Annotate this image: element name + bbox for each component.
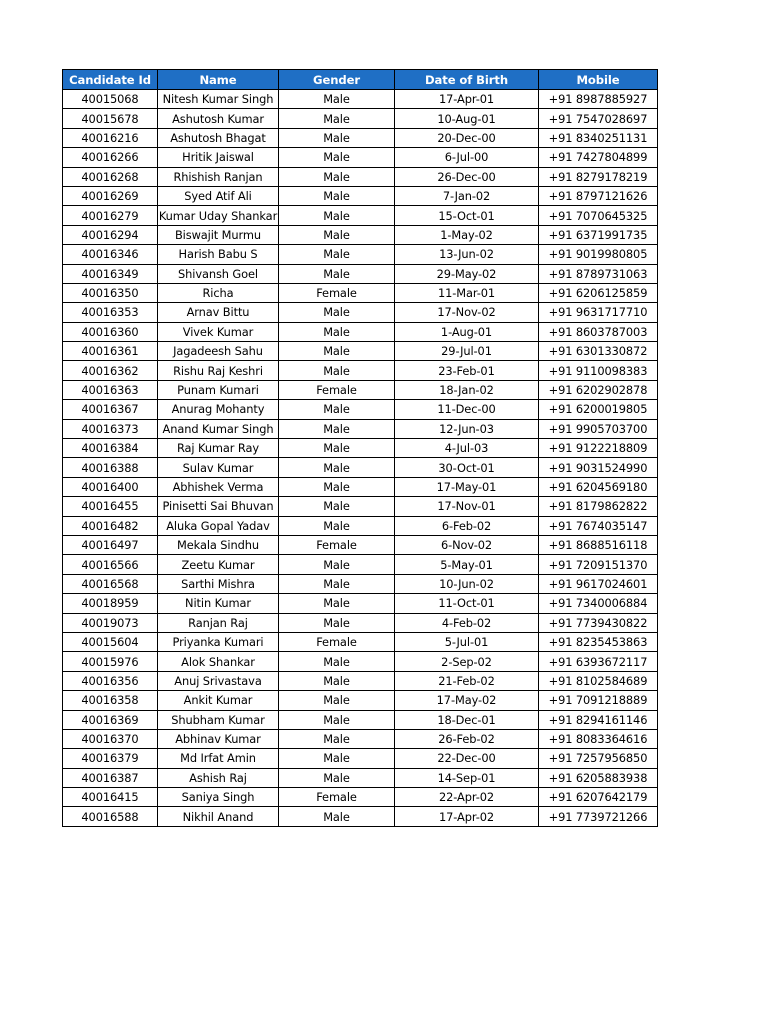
table-row (63, 283, 658, 302)
date-of-birth-cell: 22-Apr-02 (395, 788, 539, 807)
name-cell: Zeetu Kumar (158, 555, 279, 574)
mobile-cell: +91 8294161146 (539, 710, 658, 729)
date-of-birth-cell: 18-Dec-01 (395, 710, 539, 729)
table-row (63, 400, 658, 419)
name-cell: Rhishish Ranjan (158, 167, 279, 186)
mobile-cell: +91 9617024601 (539, 574, 658, 593)
date-of-birth-cell: 7-Jan-02 (395, 186, 539, 205)
candidate-sheet (62, 69, 658, 827)
gender-cell: Male (279, 342, 395, 361)
date-of-birth-cell: 18-Jan-02 (395, 380, 539, 399)
name-cell: Sarthi Mishra (158, 574, 279, 593)
gender-cell: Male (279, 439, 395, 458)
mobile-cell: +91 9019980805 (539, 245, 658, 264)
candidate-id-cell: 40015068 (63, 90, 158, 109)
gender-cell: Male (279, 516, 395, 535)
mobile-cell: +91 7091218889 (539, 691, 658, 710)
candidate-id-cell: 40018959 (63, 594, 158, 613)
gender-cell: Female (279, 380, 395, 399)
gender-cell: Male (279, 167, 395, 186)
date-of-birth-cell: 2-Sep-02 (395, 652, 539, 671)
candidate-id-cell: 40016497 (63, 535, 158, 554)
mobile-cell: +91 8688516118 (539, 535, 658, 554)
candidate-id-cell: 40016356 (63, 671, 158, 690)
name-cell: Shubham Kumar (158, 710, 279, 729)
date-of-birth-cell: 26-Feb-02 (395, 729, 539, 748)
mobile-cell: +91 8235453863 (539, 632, 658, 651)
gender-cell: Male (279, 613, 395, 632)
date-of-birth-cell: 17-Nov-02 (395, 303, 539, 322)
gender-cell: Male (279, 594, 395, 613)
candidate-id-cell: 40016388 (63, 458, 158, 477)
gender-cell: Female (279, 535, 395, 554)
date-of-birth-cell: 1-Aug-01 (395, 322, 539, 341)
gender-cell: Female (279, 283, 395, 302)
date-of-birth-cell: 29-May-02 (395, 264, 539, 283)
candidate-table (62, 69, 658, 827)
candidate-id-cell: 40015976 (63, 652, 158, 671)
table-row (63, 361, 658, 380)
date-of-birth-cell: 13-Jun-02 (395, 245, 539, 264)
candidate-id-cell: 40016268 (63, 167, 158, 186)
name-cell: Ashutosh Kumar (158, 109, 279, 128)
gender-cell: Male (279, 749, 395, 768)
name-cell: Nikhil Anand (158, 807, 279, 826)
name-cell: Ankit Kumar (158, 691, 279, 710)
name-cell: Priyanka Kumari (158, 632, 279, 651)
candidate-id-cell: 40016588 (63, 807, 158, 826)
gender-cell: Male (279, 652, 395, 671)
table-row (63, 109, 658, 128)
candidate-id-cell: 40016367 (63, 400, 158, 419)
table-row (63, 477, 658, 496)
candidate-id-cell: 40016362 (63, 361, 158, 380)
candidate-id-cell: 40016279 (63, 206, 158, 225)
name-cell: Punam Kumari (158, 380, 279, 399)
mobile-cell: +91 6206125859 (539, 283, 658, 302)
table-row (63, 303, 658, 322)
date-of-birth-cell: 20-Dec-00 (395, 128, 539, 147)
mobile-cell: +91 7340006884 (539, 594, 658, 613)
name-cell: Md Irfat Amin (158, 749, 279, 768)
name-cell: Syed Atif Ali (158, 186, 279, 205)
gender-cell: Male (279, 322, 395, 341)
name-cell: Biswajit Murmu (158, 225, 279, 244)
mobile-cell: +91 7070645325 (539, 206, 658, 225)
name-cell: Harish Babu S (158, 245, 279, 264)
name-cell: Nitesh Kumar Singh (158, 90, 279, 109)
column-header-gender: Gender (279, 70, 395, 90)
candidate-id-cell: 40016358 (63, 691, 158, 710)
name-cell: Kumar Uday Shankar (158, 206, 279, 225)
candidate-id-cell: 40016400 (63, 477, 158, 496)
gender-cell: Female (279, 632, 395, 651)
table-row (63, 555, 658, 574)
mobile-cell: +91 6202902878 (539, 380, 658, 399)
gender-cell: Male (279, 458, 395, 477)
date-of-birth-cell: 17-Nov-01 (395, 497, 539, 516)
date-of-birth-cell: 17-Apr-01 (395, 90, 539, 109)
date-of-birth-cell: 26-Dec-00 (395, 167, 539, 186)
table-row (63, 206, 658, 225)
name-cell: Saniya Singh (158, 788, 279, 807)
table-row (63, 148, 658, 167)
candidate-id-cell: 40016294 (63, 225, 158, 244)
table-row (63, 342, 658, 361)
table-body (63, 90, 658, 827)
gender-cell: Male (279, 400, 395, 419)
table-row (63, 439, 658, 458)
candidate-id-cell: 40016266 (63, 148, 158, 167)
gender-cell: Male (279, 225, 395, 244)
date-of-birth-cell: 10-Jun-02 (395, 574, 539, 593)
name-cell: Vivek Kumar (158, 322, 279, 341)
mobile-cell: +91 8279178219 (539, 167, 658, 186)
candidate-id-cell: 40016384 (63, 439, 158, 458)
mobile-cell: +91 6200019805 (539, 400, 658, 419)
date-of-birth-cell: 11-Oct-01 (395, 594, 539, 613)
name-cell: Nitin Kumar (158, 594, 279, 613)
candidate-id-cell: 40016216 (63, 128, 158, 147)
table-row (63, 535, 658, 554)
name-cell: Aluka Gopal Yadav (158, 516, 279, 535)
candidate-id-cell: 40016370 (63, 729, 158, 748)
mobile-cell: +91 7674035147 (539, 516, 658, 535)
date-of-birth-cell: 10-Aug-01 (395, 109, 539, 128)
gender-cell: Male (279, 186, 395, 205)
table-row (63, 671, 658, 690)
mobile-cell: +91 6207642179 (539, 788, 658, 807)
table-row (63, 807, 658, 826)
candidate-id-cell: 40016566 (63, 555, 158, 574)
mobile-cell: +91 6205883938 (539, 768, 658, 787)
candidate-id-cell: 40016379 (63, 749, 158, 768)
table-row (63, 613, 658, 632)
gender-cell: Male (279, 477, 395, 496)
date-of-birth-cell: 22-Dec-00 (395, 749, 539, 768)
candidate-id-cell: 40015604 (63, 632, 158, 651)
mobile-cell: +91 6393672117 (539, 652, 658, 671)
gender-cell: Male (279, 691, 395, 710)
date-of-birth-cell: 11-Mar-01 (395, 283, 539, 302)
gender-cell: Male (279, 768, 395, 787)
gender-cell: Male (279, 90, 395, 109)
date-of-birth-cell: 12-Jun-03 (395, 419, 539, 438)
name-cell: Alok Shankar (158, 652, 279, 671)
name-cell: Abhinav Kumar (158, 729, 279, 748)
table-row (63, 186, 658, 205)
mobile-cell: +91 6301330872 (539, 342, 658, 361)
gender-cell: Male (279, 555, 395, 574)
gender-cell: Male (279, 671, 395, 690)
column-header-mobile: Mobile (539, 70, 658, 90)
table-row (63, 691, 658, 710)
gender-cell: Male (279, 497, 395, 516)
candidate-id-cell: 40016415 (63, 788, 158, 807)
mobile-cell: +91 8083364616 (539, 729, 658, 748)
gender-cell: Female (279, 788, 395, 807)
name-cell: Raj Kumar Ray (158, 439, 279, 458)
gender-cell: Male (279, 264, 395, 283)
name-cell: Mekala Sindhu (158, 535, 279, 554)
gender-cell: Male (279, 361, 395, 380)
table-row (63, 594, 658, 613)
date-of-birth-cell: 4-Jul-03 (395, 439, 539, 458)
mobile-cell: +91 7547028697 (539, 109, 658, 128)
table-row (63, 574, 658, 593)
mobile-cell: +91 7739430822 (539, 613, 658, 632)
date-of-birth-cell: 4-Feb-02 (395, 613, 539, 632)
mobile-cell: +91 9031524990 (539, 458, 658, 477)
candidate-id-cell: 40016568 (63, 574, 158, 593)
table-row (63, 632, 658, 651)
name-cell: Ashish Raj (158, 768, 279, 787)
candidate-id-cell: 40019073 (63, 613, 158, 632)
candidate-id-cell: 40016482 (63, 516, 158, 535)
table-row (63, 322, 658, 341)
gender-cell: Male (279, 303, 395, 322)
mobile-cell: +91 7257956850 (539, 749, 658, 768)
gender-cell: Male (279, 245, 395, 264)
candidate-id-cell: 40016349 (63, 264, 158, 283)
date-of-birth-cell: 5-Jul-01 (395, 632, 539, 651)
table-row (63, 225, 658, 244)
column-header-name: Name (158, 70, 279, 90)
table-row (63, 458, 658, 477)
date-of-birth-cell: 17-May-01 (395, 477, 539, 496)
mobile-cell: +91 9905703700 (539, 419, 658, 438)
mobile-cell: +91 7739721266 (539, 807, 658, 826)
gender-cell: Male (279, 109, 395, 128)
date-of-birth-cell: 21-Feb-02 (395, 671, 539, 690)
candidate-id-cell: 40016369 (63, 710, 158, 729)
table-row (63, 516, 658, 535)
date-of-birth-cell: 15-Oct-01 (395, 206, 539, 225)
table-row (63, 264, 658, 283)
table-row (63, 419, 658, 438)
mobile-cell: +91 8797121626 (539, 186, 658, 205)
date-of-birth-cell: 17-Apr-02 (395, 807, 539, 826)
table-header-row (63, 70, 658, 90)
mobile-cell: +91 9110098383 (539, 361, 658, 380)
date-of-birth-cell: 30-Oct-01 (395, 458, 539, 477)
candidate-id-cell: 40016269 (63, 186, 158, 205)
name-cell: Anurag Mohanty (158, 400, 279, 419)
mobile-cell: +91 8340251131 (539, 128, 658, 147)
name-cell: Sulav Kumar (158, 458, 279, 477)
candidate-id-cell: 40016360 (63, 322, 158, 341)
name-cell: Richa (158, 283, 279, 302)
candidate-id-cell: 40016346 (63, 245, 158, 264)
name-cell: Anand Kumar Singh (158, 419, 279, 438)
mobile-cell: +91 8179862822 (539, 497, 658, 516)
name-cell: Arnav Bittu (158, 303, 279, 322)
candidate-id-cell: 40016363 (63, 380, 158, 399)
table-row (63, 729, 658, 748)
table-row (63, 652, 658, 671)
gender-cell: Male (279, 710, 395, 729)
mobile-cell: +91 9122218809 (539, 439, 658, 458)
date-of-birth-cell: 11-Dec-00 (395, 400, 539, 419)
table-row (63, 380, 658, 399)
table-row (63, 788, 658, 807)
date-of-birth-cell: 6-Jul-00 (395, 148, 539, 167)
column-header-candidate-id: Candidate Id (63, 70, 158, 90)
date-of-birth-cell: 14-Sep-01 (395, 768, 539, 787)
date-of-birth-cell: 17-May-02 (395, 691, 539, 710)
mobile-cell: +91 6204569180 (539, 477, 658, 496)
gender-cell: Male (279, 574, 395, 593)
table-row (63, 749, 658, 768)
date-of-birth-cell: 1-May-02 (395, 225, 539, 244)
date-of-birth-cell: 23-Feb-01 (395, 361, 539, 380)
table-row (63, 90, 658, 109)
candidate-id-cell: 40016455 (63, 497, 158, 516)
candidate-id-cell: 40016373 (63, 419, 158, 438)
date-of-birth-cell: 6-Nov-02 (395, 535, 539, 554)
date-of-birth-cell: 6-Feb-02 (395, 516, 539, 535)
table-row (63, 167, 658, 186)
name-cell: Jagadeesh Sahu (158, 342, 279, 361)
table-row (63, 245, 658, 264)
date-of-birth-cell: 29-Jul-01 (395, 342, 539, 361)
name-cell: Rishu Raj Keshri (158, 361, 279, 380)
mobile-cell: +91 8789731063 (539, 264, 658, 283)
name-cell: Hritik Jaiswal (158, 148, 279, 167)
mobile-cell: +91 8603787003 (539, 322, 658, 341)
gender-cell: Male (279, 807, 395, 826)
gender-cell: Male (279, 419, 395, 438)
mobile-cell: +91 8102584689 (539, 671, 658, 690)
candidate-id-cell: 40016387 (63, 768, 158, 787)
table-row (63, 768, 658, 787)
mobile-cell: +91 7209151370 (539, 555, 658, 574)
date-of-birth-cell: 5-May-01 (395, 555, 539, 574)
column-header-date-of-birth: Date of Birth (395, 70, 539, 90)
mobile-cell: +91 7427804899 (539, 148, 658, 167)
gender-cell: Male (279, 729, 395, 748)
mobile-cell: +91 9631717710 (539, 303, 658, 322)
table-row (63, 497, 658, 516)
name-cell: Abhishek Verma (158, 477, 279, 496)
name-cell: Ashutosh Bhagat (158, 128, 279, 147)
gender-cell: Male (279, 128, 395, 147)
candidate-id-cell: 40015678 (63, 109, 158, 128)
name-cell: Pinisetti Sai Bhuvan (158, 497, 279, 516)
name-cell: Ranjan Raj (158, 613, 279, 632)
name-cell: Anuj Srivastava (158, 671, 279, 690)
candidate-id-cell: 40016361 (63, 342, 158, 361)
mobile-cell: +91 8987885927 (539, 90, 658, 109)
mobile-cell: +91 6371991735 (539, 225, 658, 244)
name-cell: Shivansh Goel (158, 264, 279, 283)
table-row (63, 128, 658, 147)
candidate-id-cell: 40016350 (63, 283, 158, 302)
table-row (63, 710, 658, 729)
gender-cell: Male (279, 148, 395, 167)
candidate-id-cell: 40016353 (63, 303, 158, 322)
gender-cell: Male (279, 206, 395, 225)
